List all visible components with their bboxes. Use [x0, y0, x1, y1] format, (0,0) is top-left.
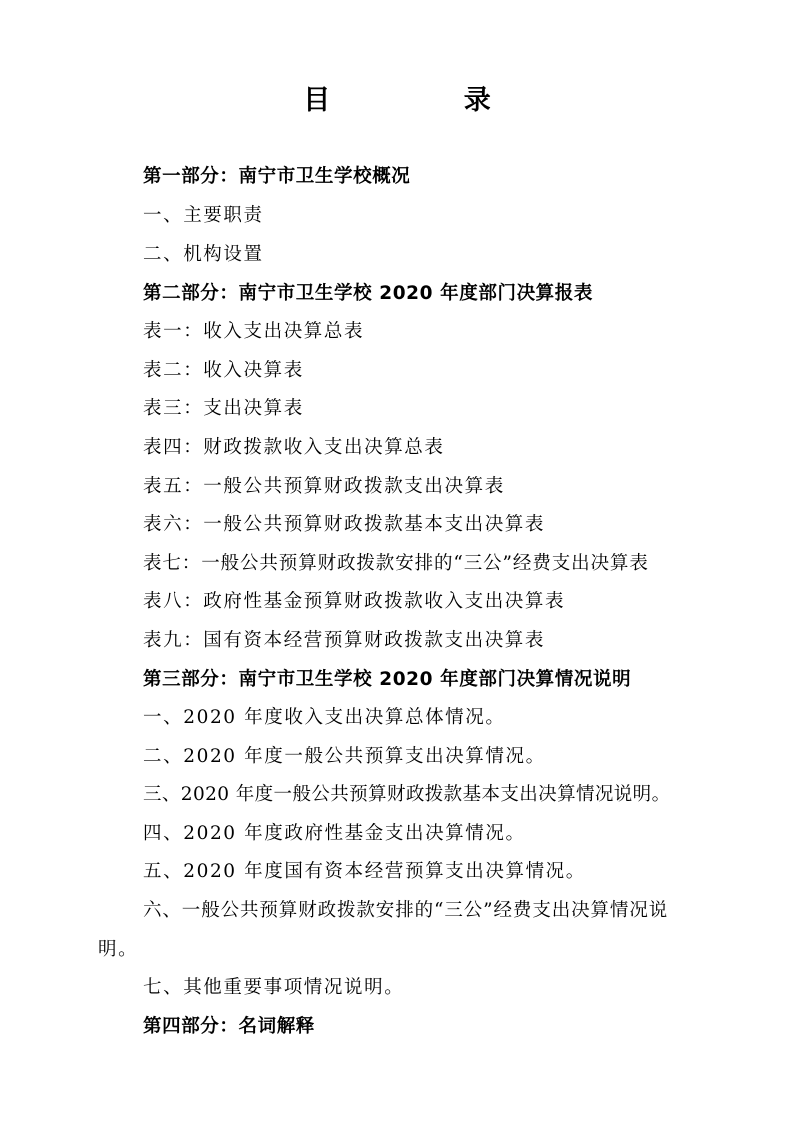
part2-item-6: 表六：一般公共预算财政拨款基本支出决算表	[143, 514, 546, 535]
part4-heading: 第四部分：名词解释	[143, 1016, 315, 1037]
part2-heading: 第二部分：南宁市卫生学校 2020 年度部门决算报表	[143, 283, 593, 304]
part3-heading: 第三部分：南宁市卫生学校 2020 年度部门决算情况说明	[143, 669, 632, 690]
part2-item-3: 表三：支出决算表	[143, 398, 304, 419]
part1-item-1: 一、主要职责	[143, 205, 264, 226]
part3-item-6-continued: 明。	[98, 939, 139, 960]
part2-item-5: 表五：一般公共预算财政拨款支出决算表	[143, 476, 505, 497]
part2-item-7: 表七：一般公共预算财政拨款安排的“三公”经费支出决算表	[143, 553, 649, 574]
part1-item-2: 二、机构设置	[143, 244, 264, 265]
part2-item-1: 表一：收入支出决算总表	[143, 321, 365, 342]
part2-item-8: 表八：政府性基金预算财政拨款收入支出决算表	[143, 591, 566, 612]
part2-item-4: 表四：财政拨款收入支出决算总表	[143, 437, 445, 458]
part3-item-5: 五、2020 年度国有资本经营预算支出决算情况。	[143, 861, 586, 882]
part3-item-6: 六、一般公共预算财政拨款安排的“三公”经费支出决算情况说	[143, 900, 669, 921]
part1-heading: 第一部分：南宁市卫生学校概况	[143, 166, 411, 187]
part3-item-1: 一、2020 年度收入支出决算总体情况。	[143, 707, 506, 728]
part2-item-9: 表九：国有资本经营预算财政拨款支出决算表	[143, 630, 546, 651]
page-title: 目 录	[303, 85, 553, 116]
part2-item-2: 表二：收入决算表	[143, 360, 304, 381]
part3-item-4: 四、2020 年度政府性基金支出决算情况。	[143, 823, 526, 844]
part3-item-7: 七、其他重要事项情况说明。	[143, 977, 405, 998]
part3-item-3: 三、2020 年度一般公共预算财政拨款基本支出决算情况说明。	[143, 784, 671, 805]
part3-item-2: 二、2020 年度一般公共预算支出决算情况。	[143, 746, 546, 767]
